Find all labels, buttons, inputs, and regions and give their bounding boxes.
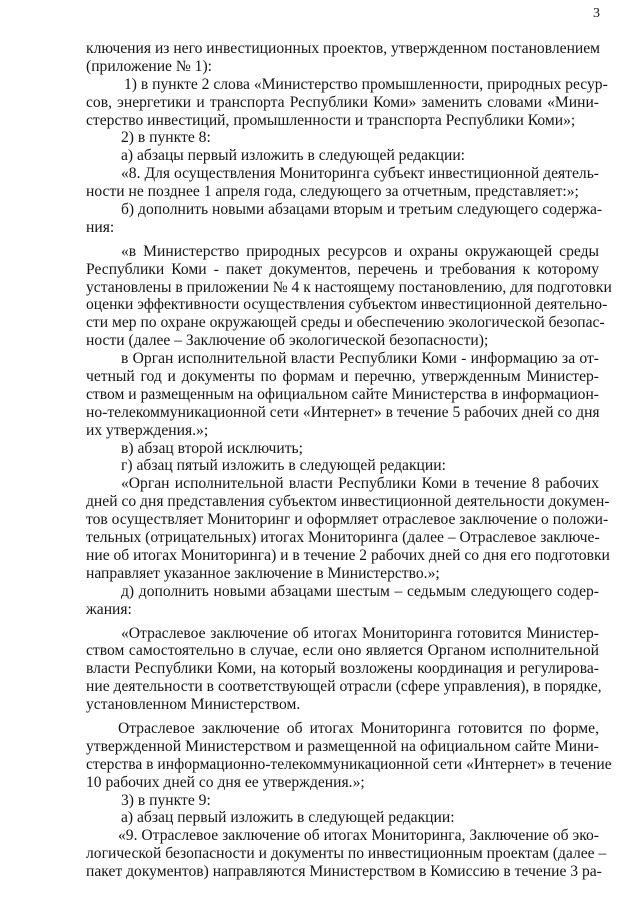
text-line: их утверждения.»; [86,421,209,439]
document-body [86,40,612,881]
text-line: тельных (отрицательных) итогах Мониторинга (далее – Отраслевое заключе- [86,529,600,547]
text-line: «9. Отраслевое заключение об итогах Мониторинга, Заключение об эко- [118,827,599,845]
text-line: жания: [86,600,132,618]
text-line: в) абзац второй исключить; [121,439,303,457]
text-line: установленном Министерством. [86,696,301,714]
text-line: Отраслевое заключение об итогах Мониторинга готовится по форме, [118,719,599,737]
text-line: 10 рабочих дней со дня ее утверждения.»; [86,773,365,791]
text-line: логической безопасности и документы по инвестиционным проектам (далее – [86,845,607,863]
text-line: г) абзац пятый изложить в следующей редакции: [121,457,446,475]
text-line: ством самостоятельно в случае, если оно является Органом исполнительной [86,642,599,660]
text-line: дней со дня представления субъектом инвестиционной деятельности докумен- [86,493,610,511]
text-line: установлены в приложении № 4 к настоящему постановлению, для подготовки [86,278,612,296]
text-line: власти Республики Коми, на который возложены координация и регулирова- [86,660,599,678]
text-line: ством и размещенным на официальном сайте Министерства в информацион- [86,385,599,403]
text-line: б) дополнить новыми абзацами вторым и третьим следующего содержа- [121,201,603,219]
text-line: четный год и документы по формам и перечню, утвержденным Министер- [86,368,599,386]
text-line: оценки эффективности осуществления субъектом инвестиционной деятельно- [86,296,608,314]
text-line: «Орган исполнительной власти Республики Коми в течение 8 рабочих [121,475,599,493]
text-line: но-телекоммуникационной сети «Интернет» в течение 5 рабочих дней со дня [86,403,600,421]
text-line: стерство инвестиций, промышленности и транспорта Республики Коми»; [86,111,576,129]
text-line: «8. Для осуществления Мониторинга субъект инвестиционной деятель- [121,165,599,183]
text-line: а) абзацы первый изложить в следующей редакции: [121,147,465,165]
text-line: 1) в пункте 2 слова «Министерство промышленности, природных ресур- [124,75,608,93]
text-line: Республики Коми - пакет документов, перечень и требования к которому [86,260,599,278]
text-line: ния: [86,218,115,236]
text-line: 3) в пункте 9: [121,791,211,809]
text-line: ности (далее – Заключение об экологической безопасности); [86,332,489,350]
page-number: 3 [593,6,600,21]
text-line: 2) в пункте 8: [121,129,211,147]
text-line: ние об итогах Мониторинга) и в течение 2 рабочих дней со дня его подготовки [86,546,610,564]
text-line: утвержденной Министерством и размещенной на официальном сайте Мини- [86,737,599,755]
text-line: направляет указанное заключение в Министерство.»; [86,564,440,582]
text-line: стерства в информационно-телекоммуникационной сети «Интернет» в течение [86,755,612,773]
text-line: ключения из него инвестиционных проектов, утвержденном постановлением [86,40,601,57]
text-line: (приложение № 1): [86,57,212,75]
text-line: «Отраслевое заключение об итогах Мониторинга готовится Министер- [121,624,599,642]
text-line: тов осуществляет Мониторинг и оформляет отраслевое заключение о положи- [86,511,609,529]
text-line: а) абзац первый изложить в следующей редакции: [121,809,455,827]
text-line: «в Министерство природных ресурсов и охраны окружающей среды [121,242,599,260]
text-line: ности не позднее 1 апреля года, следующего за отчетным, представляет:»; [86,183,579,201]
text-line: ние деятельности в соответствующей отрасли (сфере управления), в порядке, [86,678,602,696]
text-line: д) дополнить новыми абзацами шестым – седьмым следующего содер- [121,582,599,600]
text-line: пакет документов) направляются Министерством в Комиссию в течение 3 ра- [86,863,602,881]
text-line: сти мер по охране окружающей среды и обеспечению экологической безопас- [86,314,605,332]
text-line: в Орган исполнительной власти Республики Коми - информацию за от- [121,350,599,368]
text-line: сов, энергетики и транспорта Республики Коми» заменить словами «Мини- [86,93,599,111]
